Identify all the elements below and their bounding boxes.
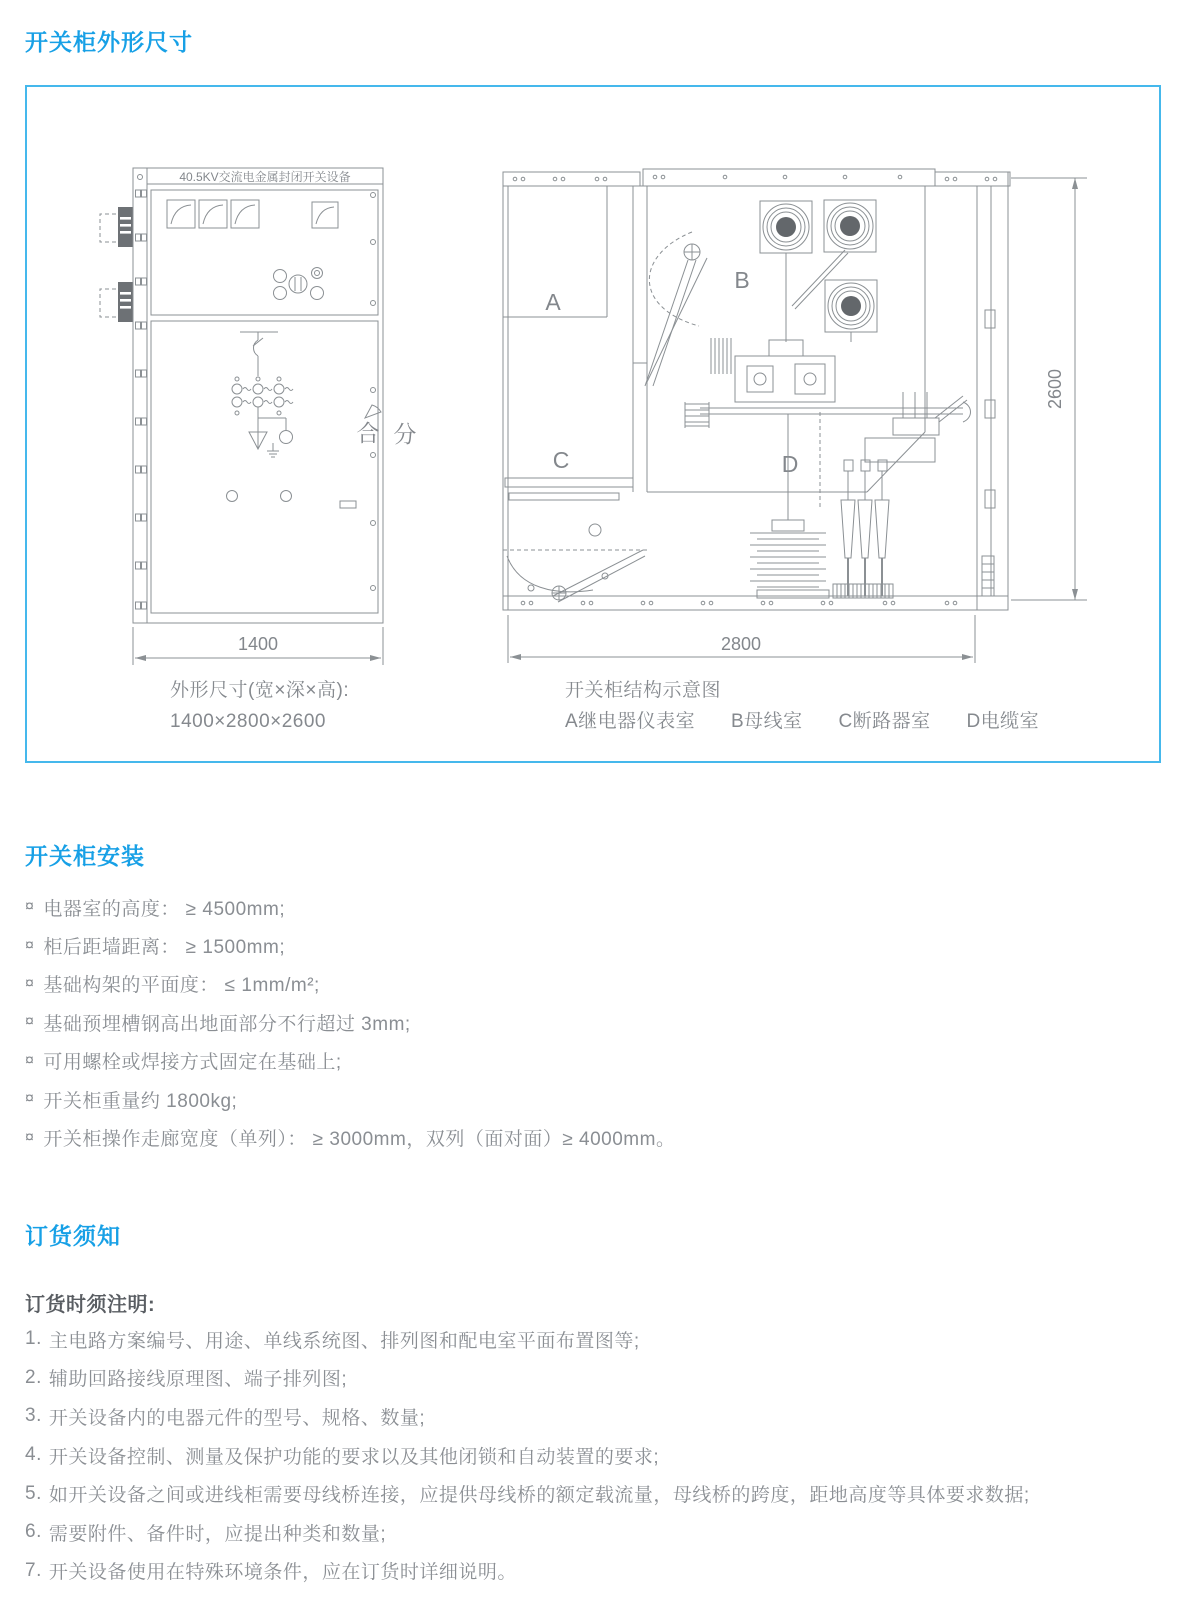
list-item — [25, 1359, 1030, 1398]
outline-diagram-box — [25, 85, 1161, 763]
meter — [199, 200, 227, 228]
cabinet-outline — [133, 168, 383, 623]
list-item-number: 5. — [25, 1482, 42, 1504]
legend-item-a: A继电器仪表室 — [565, 711, 696, 732]
caption-dimensions-label: 外形尺寸(宽×深×高): — [170, 680, 350, 701]
list-item-number: 7. — [25, 1559, 42, 1581]
list-item-text: 电器室的高度： ≥ 4500mm; — [43, 898, 286, 920]
list-item-text: 开关柜操作走廊宽度（单列）： ≥ 3000mm，双列（面对面）≥ 4000mm。 — [43, 1129, 676, 1151]
legend-item-c: C断路器室 — [838, 711, 931, 732]
ordering-subtitle: 订货时须注明: — [25, 1294, 156, 1316]
list-item-number: 4. — [25, 1444, 42, 1466]
bullet-icon: ¤ — [25, 936, 35, 954]
list-item-text: 开关设备使用在特殊环境条件，应在订货时详细说明。 — [48, 1562, 517, 1584]
front-view-drawing — [90, 160, 425, 675]
list-item-text: 基础预埋槽钢高出地面部分不行超过 3mm; — [43, 1013, 411, 1035]
breaker-door — [151, 321, 378, 613]
handle-leader-line — [100, 214, 116, 242]
busbar-connectors — [786, 250, 851, 342]
compartment-c-detail — [503, 478, 647, 602]
list-item-text: 开关设备控制、测量及保护功能的要求以及其他闭锁和自动装置的要求; — [48, 1446, 660, 1468]
busbar-insulator — [824, 200, 876, 252]
list-item-number: 3. — [25, 1405, 42, 1427]
door-handle — [118, 207, 133, 247]
list-item — [25, 888, 675, 926]
list-item — [25, 965, 675, 1003]
compartment-c-label: C — [552, 447, 570, 473]
caption-dimensions-value: 1400×2800×2600 — [170, 711, 326, 732]
hinge-row — [136, 190, 147, 609]
list-item — [25, 1436, 1030, 1475]
bullet-icon: ¤ — [25, 1090, 35, 1108]
meter — [312, 202, 338, 228]
bullet-icon: ¤ — [25, 1013, 35, 1031]
rotary-switch-icon — [365, 405, 381, 418]
compartment-b-label: B — [734, 267, 750, 293]
list-item — [25, 1320, 1030, 1359]
section-view-caption — [565, 675, 1069, 737]
legend-item-d: D电缆室 — [966, 711, 1040, 732]
section-view-drawing — [495, 160, 1095, 675]
meter — [231, 200, 259, 228]
list-item-text: 开关设备内的电器元件的型号、规格、数量; — [48, 1407, 426, 1429]
close-label: 合 — [356, 420, 380, 446]
compartment-legend — [565, 706, 1069, 737]
partition-post — [633, 186, 647, 492]
installation-list — [25, 888, 675, 1157]
meter — [167, 200, 195, 228]
bullet-icon: ¤ — [25, 898, 35, 916]
open-label: 分 — [393, 421, 417, 447]
cable-support-assembly — [865, 392, 967, 462]
list-item-text: 需要附件、备件时，应提出种类和数量; — [48, 1523, 387, 1545]
handle-leader-line — [100, 289, 116, 317]
list-item — [25, 1552, 1030, 1591]
list-item-text: 辅助回路接线原理图、端子排列图; — [48, 1369, 348, 1391]
list-item-text: 可用螺栓或焊接方式固定在基础上; — [43, 1052, 342, 1074]
voltage-transformer — [750, 414, 829, 598]
busbar-insulator — [825, 280, 877, 332]
list-item — [25, 1397, 1030, 1436]
ordering-list — [25, 1320, 1030, 1590]
section-title-ordering: 订货须知 — [25, 1223, 121, 1249]
list-item-text: 柜后距墙距离： ≥ 1500mm; — [43, 937, 286, 959]
roof-rails — [503, 169, 1010, 186]
breaker-mechanism — [685, 338, 971, 428]
list-item-text: 如开关设备之间或进线柜需要母线桥连接，应提供母线桥的额定载流量，母线桥的跨度，距地高度等具体要求数据; — [48, 1485, 1030, 1507]
list-item-text: 基础构架的平面度： ≤ 1mm/m²; — [43, 975, 320, 997]
list-item — [25, 926, 675, 964]
instrument-door — [151, 190, 378, 315]
list-item — [25, 1513, 1030, 1552]
door-knob — [281, 491, 292, 502]
height-dim-text: 2600 — [1045, 368, 1065, 410]
bullet-icon: ¤ — [25, 1128, 35, 1146]
list-item — [25, 1474, 1030, 1513]
bullet-icon: ¤ — [25, 974, 35, 992]
operating-lever — [645, 244, 707, 386]
door-knob — [227, 491, 238, 502]
front-view-caption — [170, 675, 349, 737]
section-title-installation: 开关柜安装 — [25, 843, 145, 869]
list-item — [25, 1042, 675, 1080]
door-handle — [118, 282, 133, 322]
door-latch — [340, 501, 356, 508]
list-item — [25, 1118, 675, 1156]
depth-dim-text: 2800 — [720, 634, 762, 654]
section-title-outline-dimensions: 开关柜外形尺寸 — [25, 29, 193, 55]
list-item-number: 1. — [25, 1328, 42, 1350]
list-item-text: 主电路方案编号、用途、单线系统图、排列图和配电室平面布置图等; — [48, 1330, 640, 1352]
base-rail — [503, 596, 1008, 610]
bullet-icon: ¤ — [25, 1051, 35, 1069]
control-buttons — [274, 268, 324, 300]
list-item-number: 6. — [25, 1521, 42, 1543]
caption-structure-label: 开关柜结构示意图 — [565, 680, 722, 701]
screw-holes — [371, 193, 376, 591]
cable-terminations — [820, 412, 893, 598]
compartment-d-label: D — [781, 451, 799, 477]
list-item — [25, 1003, 675, 1041]
legend-item-b: B母线室 — [730, 711, 803, 732]
enclosure-walls — [503, 172, 1008, 610]
list-item-text: 开关柜重量约 1800kg; — [43, 1090, 238, 1112]
list-item-number: 2. — [25, 1366, 42, 1388]
compartment-a-label: A — [545, 289, 561, 315]
single-line-diagram — [232, 332, 293, 457]
nameplate-text: 40.5KV交流电金属封闭开关设备 — [179, 170, 351, 184]
list-item — [25, 1080, 675, 1118]
busbar-insulator — [760, 201, 812, 253]
width-dim-text: 1400 — [237, 634, 279, 654]
